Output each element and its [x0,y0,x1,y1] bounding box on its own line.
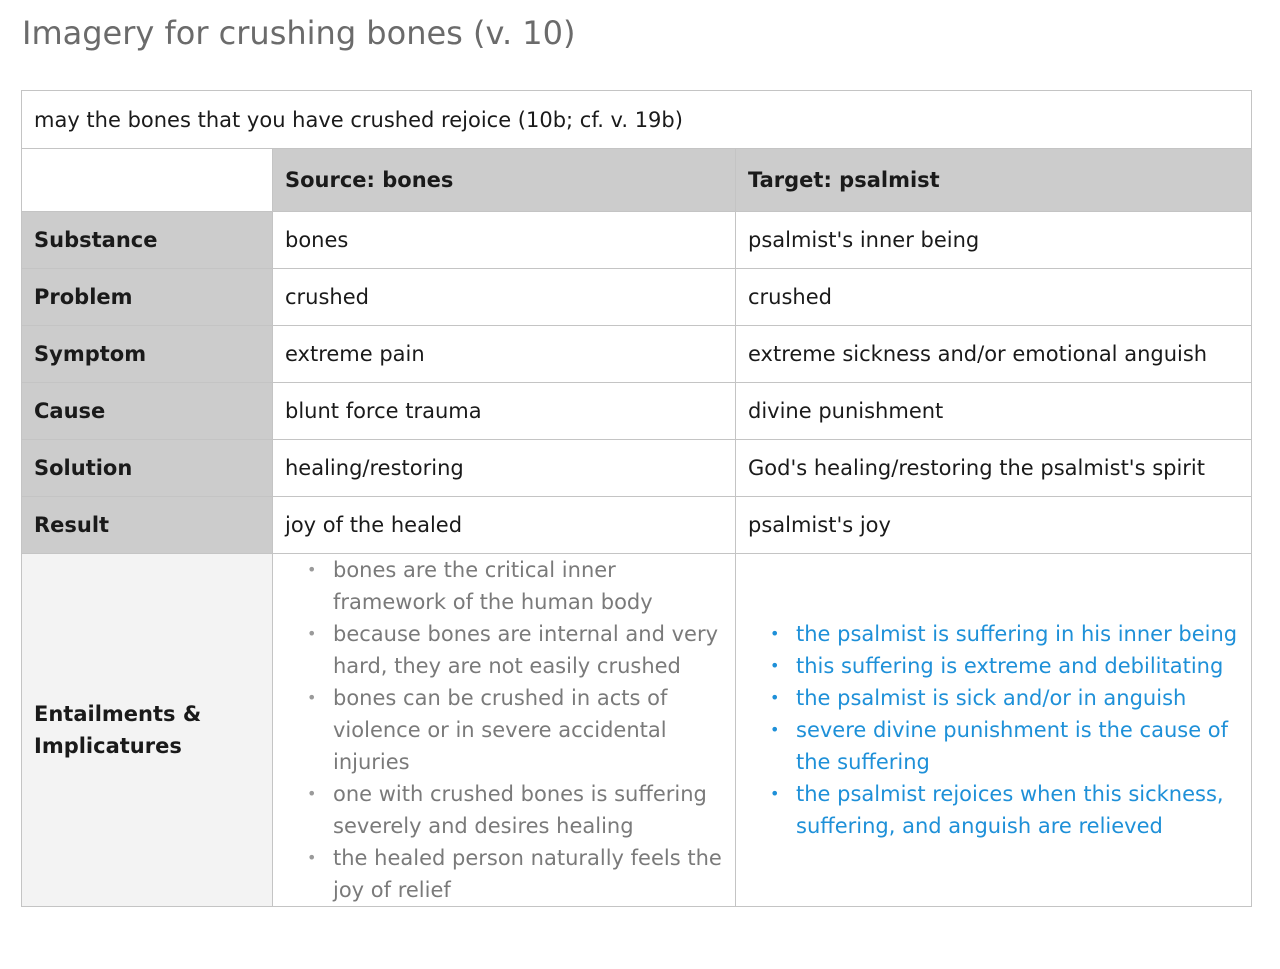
source-entailments-cell [273,554,736,907]
entailments-label: Entailments & Implicatures [22,554,273,907]
list-item: • the healed person naturally feels the joy of relief [333,842,723,906]
row-label: Problem [22,269,273,326]
list-item: • this suffering is extreme and debilitating [796,650,1239,682]
table-row [22,440,1252,497]
source-cell: extreme pain [273,326,736,383]
source-cell: blunt force trauma [273,383,736,440]
target-entailments-cell [736,554,1252,907]
row-label: Solution [22,440,273,497]
target-entailments-list [748,618,1239,842]
source-cell: crushed [273,269,736,326]
caption-row [22,91,1252,149]
source-cell: healing/restoring [273,440,736,497]
target-cell: psalmist's joy [736,497,1252,554]
table-caption: may the bones that you have crushed rejoice (10b; cf. v. 19b) [22,91,1252,149]
source-header: Source: bones [273,149,736,212]
list-item: • because bones are internal and very hard, they are not easily crushed [333,618,723,682]
table-row [22,326,1252,383]
source-cell: joy of the healed [273,497,736,554]
list-item: • bones can be crushed in acts of violence or in severe accidental injuries [333,682,723,778]
corner-cell [22,149,273,212]
list-item: • the psalmist rejoices when this sickness, suffering, and anguish are relieved [796,778,1239,842]
target-cell: extreme sickness and/or emotional anguish [736,326,1252,383]
list-item: • one with crushed bones is suffering severely and desires healing [333,778,723,842]
source-cell: bones [273,212,736,269]
page-title: Imagery for crushing bones (v. 10) [22,14,576,52]
entailments-row [22,554,1252,907]
target-header: Target: psalmist [736,149,1252,212]
row-label: Substance [22,212,273,269]
target-cell: divine punishment [736,383,1252,440]
table-row [22,383,1252,440]
list-item: • the psalmist is suffering in his inner being [796,618,1239,650]
target-cell: psalmist's inner being [736,212,1252,269]
header-row [22,149,1252,212]
list-item: • severe divine punishment is the cause of the suffering [796,714,1239,778]
list-item: • the psalmist is sick and/or in anguish [796,682,1239,714]
row-label: Cause [22,383,273,440]
row-label: Symptom [22,326,273,383]
source-entailments-list [285,554,723,906]
table-row [22,497,1252,554]
list-item: • bones are the critical inner framework of the human body [333,554,723,618]
imagery-table [21,90,1252,907]
table-row [22,269,1252,326]
row-label: Result [22,497,273,554]
target-cell: crushed [736,269,1252,326]
table-row [22,212,1252,269]
target-cell: God's healing/restoring the psalmist's spirit [736,440,1252,497]
